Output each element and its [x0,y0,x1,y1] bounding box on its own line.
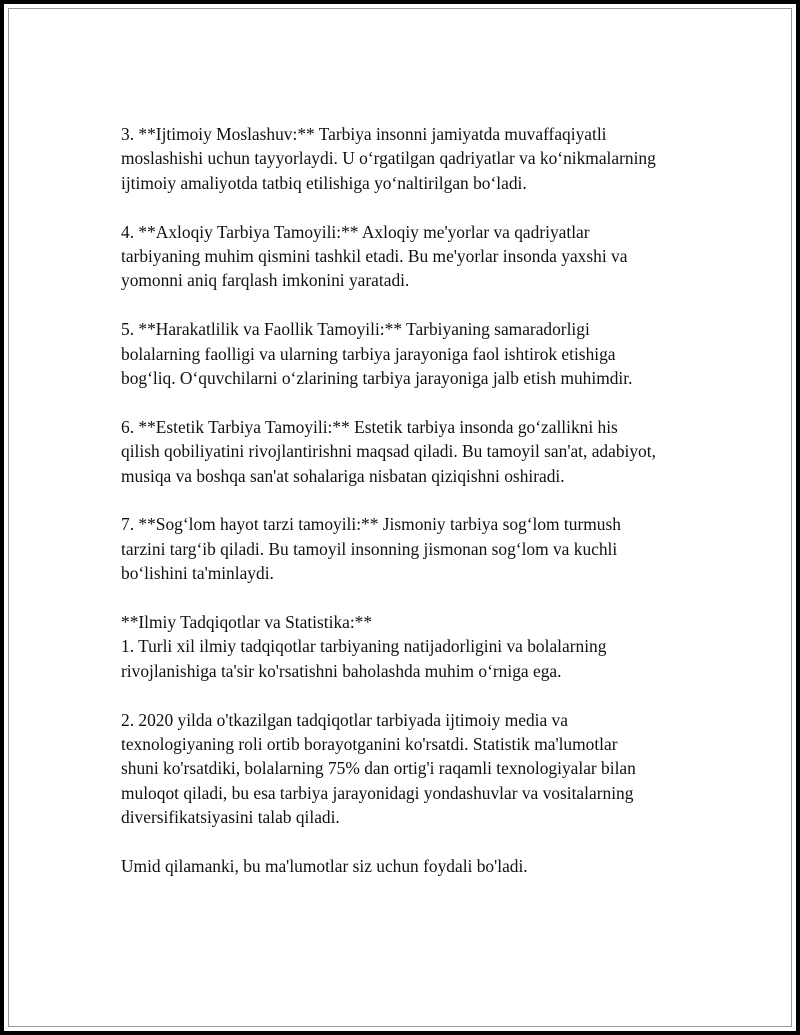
text-line: diversifikatsiyasini talab qiladi. [121,807,340,828]
text-line: moslashishi uchun tayyorlaydi. U o‘rgatilgan qadriyatlar va ko‘nikmalarning [121,148,656,169]
text-line: bolalarning faolligi va ularning tarbiya jarayoniga faol ishtirok etishiga [121,343,616,364]
text-line: rivojlanishiga ta'sir ko'rsatishni baholashda muhim o‘rniga ega. [121,660,562,681]
text-line: tarzini targ‘ib qiladi. Bu tamoyil insonning jismonan sog‘lom va kuchli [121,538,618,559]
paragraph-social-adaptation [121,122,701,195]
text-line: shuni ko'rsatdiki, bolalarning 75% dan ortig'i raqamli texnologiyalar bilan [121,758,636,779]
text-line: bog‘liq. O‘quvchilarni o‘zlarining tarbiya jarayoniga jalb etish muhimdir. [121,368,633,389]
paragraph-research-statistics [121,610,701,683]
section-heading: **Ilmiy Tadqiqotlar va Statistika:** [121,612,373,633]
text-line: 1. Turli xil ilmiy tadqiqotlar tarbiyaning natijadorligini va bolalarning [121,636,607,657]
paragraph-closing [121,854,701,878]
text-line: 2. 2020 yilda o'tkazilgan tadqiqotlar tarbiyada ijtimoiy media va [121,709,568,730]
text-line: 4. **Axloqiy Tarbiya Tamoyili:** Axloqiy me'yorlar va qadriyatlar [121,221,590,242]
text-line: ijtimoiy amaliyotda tatbiq etilishiga yo‘naltirilgan bo‘ladi. [121,172,527,193]
text-line: Umid qilamanki, bu ma'lumotlar siz uchun foydali bo'ladi. [121,856,528,877]
paragraph-healthy-lifestyle [121,512,701,585]
text-line: texnologiyaning roli ortib borayotganini ko'rsatdi. Statistik ma'lumotlar [121,734,618,755]
paragraph-2020-research [121,708,701,830]
text-line: 7. **Sog‘lom hayot tarzi tamoyili:** Jismoniy tarbiya sog‘lom turmush [121,514,621,535]
document-body [121,122,701,903]
paragraph-moral-education [121,220,701,293]
paragraph-activity-principle [121,317,701,390]
text-line: 3. **Ijtimoiy Moslashuv:** Tarbiya insonni jamiyatda muvaffaqiyatli [121,124,607,144]
text-line: 6. **Estetik Tarbiya Tamoyili:** Estetik tarbiya insonda go‘zallikni his [121,416,618,437]
text-line: musiqa va boshqa san'at sohalariga nisbatan qiziqishni oshiradi. [121,465,565,486]
text-line: tarbiyaning muhim qismini tashkil etadi. Bu me'yorlar insonda yaxshi va [121,246,628,267]
text-line: bo‘lishini ta'minlaydi. [121,563,274,584]
text-line: yomonni aniq farqlash imkonini yaratadi. [121,270,410,291]
paragraph-aesthetic-education [121,415,701,488]
text-line: 5. **Harakatlilik va Faollik Tamoyili:** Tarbiyaning samaradorligi [121,319,590,340]
text-line: muloqot qiladi, bu esa tarbiya jarayonidagi yondashuvlar va vositalarning [121,782,634,803]
text-line: qilish qobiliyatini rivojlantirishni maqsad qiladi. Bu tamoyil san'at, adabiyot, [121,441,656,462]
